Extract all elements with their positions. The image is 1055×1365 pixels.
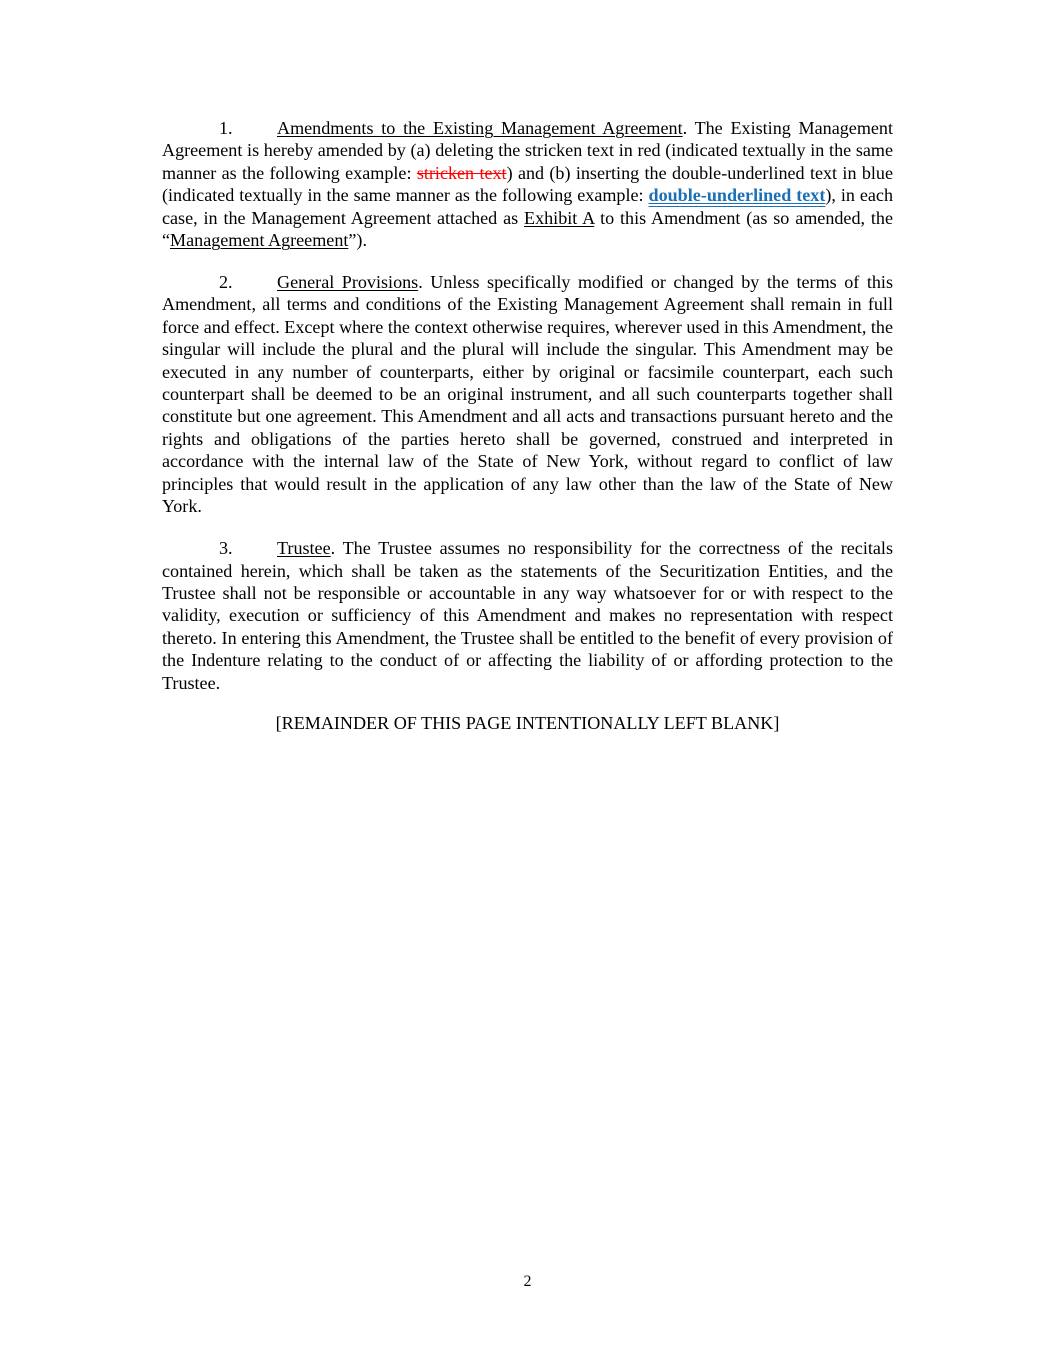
defined-term-management-agreement: Management Agreement [170, 230, 349, 251]
section-1-number: 1. [219, 118, 233, 138]
section-1-text-part-3: ), in each case, in the Management Agreement attached as [162, 185, 893, 228]
section-1-text-part-2: ) and (b) inserting the double-underlined text in blue (indicated textually in the same manner as the following example: [162, 162, 893, 206]
exhibit-a-reference: Exhibit A [524, 207, 595, 228]
section-2-paragraph [162, 271, 893, 517]
section-1-heading: Amendments to the Existing Management Agreement [277, 118, 683, 138]
section-1-text-part-4: to this Amendment (as so amended, the “ [162, 207, 893, 251]
section-3-paragraph [162, 537, 893, 694]
section-2-text: . Unless specifically modified or changed by the terms of this Amendment, all terms and conditions of the Existing Management Agreement shall remain in full force and effect. Except where the context otherwise requires, wherever used in this Amendment, the singular will include the plural and the plural will include the singular. This Amendment may be executed in any number of counterparts, either by original or facsimile counterpart, each such counterpart shall be deemed to be an original instrument, and all such counterparts together shall constitute but one agreement. This Amendment and all acts and transactions pursuant hereto and the rights and obligations of the parties hereto shall be governed, construed and interpreted in accordance with the internal law of the State of New York, without regard to conflict of law principles that would result in the application of any law other than the law of the State of New York. [162, 272, 893, 517]
section-3-text: . The Trustee assumes no responsibility for the correctness of the recitals contained herein, which shall be taken as the statements of the Securitization Entities, and the Trustee shall not be responsible or accountable in any way whatsoever for or with respect to the validity, execution or sufficiency of this Amendment and makes no representation with respect thereto. In entering this Amendment, the Trustee shall be entitled to the benefit of every provision of the Indenture relating to the conduct of or affecting the liability of or affording protection to the Trustee. [162, 538, 893, 693]
page-number: 2 [523, 1273, 532, 1290]
section-1-paragraph [162, 117, 893, 251]
section-2-heading: General Provisions [277, 272, 419, 293]
section-3-number: 3. [219, 538, 233, 559]
stricken-text-example: stricken text [416, 162, 507, 183]
section-3-heading: Trustee [277, 538, 331, 559]
section-2-number: 2. [219, 272, 233, 293]
remainder-blank-note: [REMAINDER OF THIS PAGE INTENTIONALLY LEFT BLANK] [275, 713, 780, 733]
section-1-text-part-5: ”). [348, 230, 367, 251]
double-underlined-text-example: double-underlined text [648, 185, 826, 206]
document-body [162, 117, 893, 714]
section-1-text-part-1: . The Existing Management Agreement is hereby amended by (a) deleting the stricken text in red (indicated textually in the same manner as the following example: [162, 118, 893, 183]
